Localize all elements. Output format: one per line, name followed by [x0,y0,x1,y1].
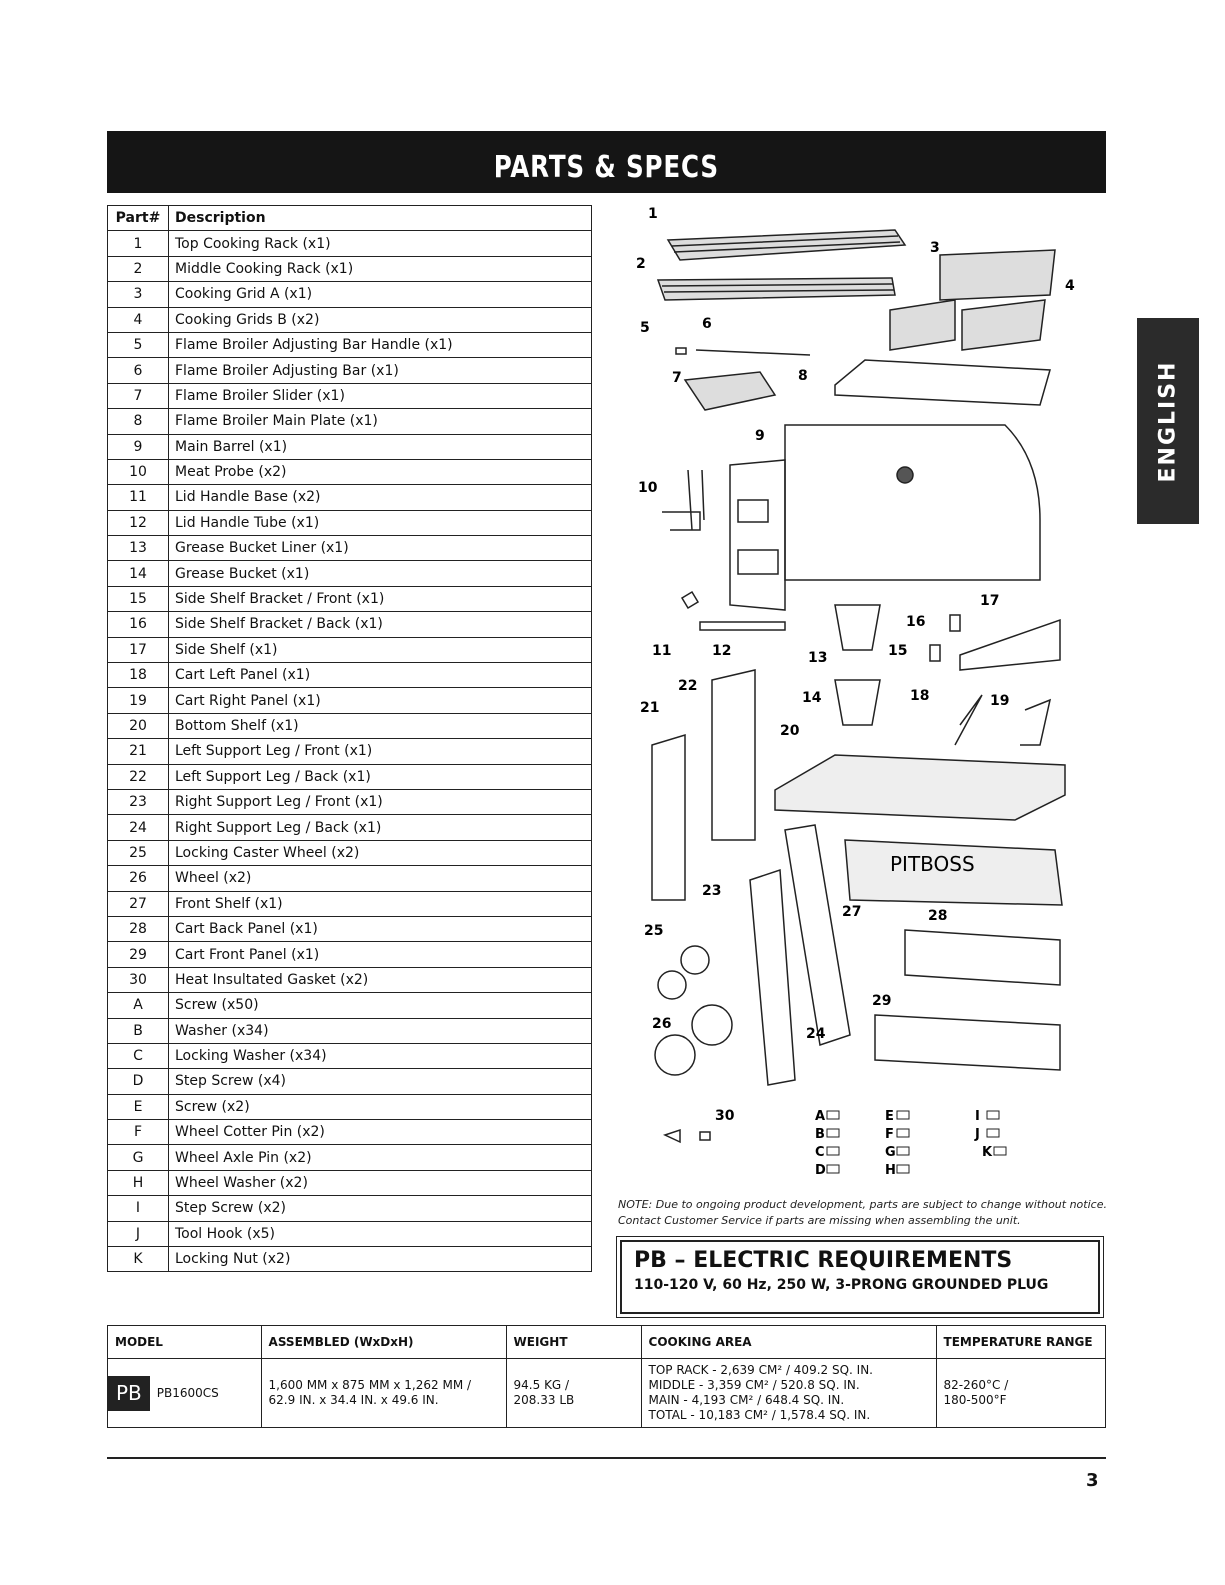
hardware-legend [815,1109,1006,1178]
part-number: 30 [108,967,169,992]
cooking-grids-b-drawing [890,300,1045,350]
parts-row [108,713,592,738]
part-description: Side Shelf Bracket / Front (x1) [169,586,592,611]
part-number: 20 [108,713,169,738]
meat-probe-drawing [662,470,704,530]
parts-row [108,688,592,713]
part-number: 16 [108,612,169,637]
specs-header-assembled: ASSEMBLED (WxDxH) [261,1326,506,1359]
hardware-icon [827,1111,839,1119]
parts-row [108,409,592,434]
part-description: Main Barrel (x1) [169,434,592,459]
part-number: 4 [108,307,169,332]
parts-table-body [108,231,592,1272]
cart-back-panel-drawing [905,930,1060,985]
callout-label: 2 [636,256,646,272]
part-number: 19 [108,688,169,713]
hardware-icon [897,1147,909,1155]
part-description: Cooking Grids B (x2) [169,307,592,332]
part-number: 17 [108,637,169,662]
bottom-shelf-drawing [775,755,1065,820]
part-description: Lid Handle Base (x2) [169,485,592,510]
parts-row [108,307,592,332]
callout-label: 20 [780,723,800,739]
parts-row [108,1120,592,1145]
specs-header-weight: WEIGHT [506,1326,641,1359]
part-number: 15 [108,586,169,611]
part-number: 24 [108,815,169,840]
parts-row [108,764,592,789]
left-support-legs-drawing [652,670,755,900]
part-number: 11 [108,485,169,510]
lid-handle-drawing [682,592,785,630]
middle-cooking-rack-drawing [658,278,895,300]
part-description: Cart Front Panel (x1) [169,942,592,967]
part-description: Tool Hook (x5) [169,1221,592,1246]
part-description: Step Screw (x2) [169,1196,592,1221]
part-description: Wheel Axle Pin (x2) [169,1145,592,1170]
grease-bucket-drawing [835,605,880,725]
part-description: Cooking Grid A (x1) [169,282,592,307]
gasket-drawing [665,1130,710,1142]
part-number: K [108,1247,169,1272]
callout-label: 3 [930,240,940,256]
callout-label: 13 [808,650,828,666]
part-number: 9 [108,434,169,459]
parts-row [108,1094,592,1119]
cart-front-panel-drawing [875,1015,1060,1070]
part-description: Middle Cooking Rack (x1) [169,256,592,281]
area-total: TOTAL - 10,183 CM² / 1,578.4 SQ. IN. [648,1408,871,1422]
side-shelf-drawing [930,615,1060,670]
parts-row [108,967,592,992]
area-middle: MIDDLE - 3,359 CM² / 520.8 SQ. IN. [648,1378,860,1392]
hardware-letter: D [815,1163,826,1178]
model-badge: PB [108,1376,150,1411]
callout-label: 17 [980,593,1000,609]
part-description: Bottom Shelf (x1) [169,713,592,738]
temp-c: 82-260°C / [943,1378,1009,1392]
callout-label: 30 [715,1108,735,1124]
hardware-letter: J [975,1127,980,1142]
parts-row [108,916,592,941]
page-number: 3 [1086,1470,1099,1491]
parts-table [107,205,592,1272]
callout-label: 15 [888,643,908,659]
page-title-banner [107,131,1106,193]
parts-row [108,637,592,662]
wheels-drawing [655,946,732,1075]
part-description: Right Support Leg / Front (x1) [169,789,592,814]
part-number: 13 [108,536,169,561]
part-number: 10 [108,459,169,484]
parts-row [108,1018,592,1043]
hardware-icon [994,1147,1006,1155]
part-number: 29 [108,942,169,967]
part-description: Screw (x2) [169,1094,592,1119]
model-cell: PB1600CS [150,1359,261,1428]
hardware-icon [897,1129,909,1137]
hardware-letter: E [885,1109,894,1124]
temp-f: 180-500°F [943,1393,1007,1407]
callout-label: 18 [910,688,930,704]
parts-row [108,561,592,586]
specs-header-row [108,1326,1106,1359]
callout-label: 29 [872,993,892,1009]
top-cooking-rack-drawing [668,230,905,260]
callout-label: 12 [712,643,732,659]
parts-row [108,383,592,408]
part-number: 6 [108,358,169,383]
parts-row [108,663,592,688]
temperature-cell [936,1359,1105,1428]
part-description: Left Support Leg / Front (x1) [169,739,592,764]
specs-header-temperature: TEMPERATURE RANGE [936,1326,1105,1359]
callout-label: 1 [648,206,658,222]
parts-row [108,485,592,510]
callout-label: 27 [842,904,862,920]
model-badge-cell [108,1359,150,1428]
parts-row [108,434,592,459]
brand-logo-text: PITBOSS [890,852,975,876]
broiler-handle-drawing [676,348,810,355]
page-title: PARTS & SPECS [493,150,720,185]
weight-lb: 208.33 LB [513,1393,575,1407]
hardware-letter: I [975,1109,980,1124]
parts-row [108,1221,592,1246]
part-number: 27 [108,891,169,916]
part-description: Cart Back Panel (x1) [169,916,592,941]
specs-row [108,1359,1106,1428]
part-number: 26 [108,866,169,891]
parts-row [108,282,592,307]
callout-label: 7 [672,370,682,386]
part-number: 5 [108,332,169,357]
part-description: Flame Broiler Adjusting Bar (x1) [169,358,592,383]
callout-label: 8 [798,368,808,384]
part-description: Grease Bucket (x1) [169,561,592,586]
part-number-header: Part# [108,206,169,231]
part-description: Flame Broiler Adjusting Bar Handle (x1) [169,332,592,357]
callout-label: 5 [640,320,650,336]
part-number: 28 [108,916,169,941]
part-description: Wheel (x2) [169,866,592,891]
electric-requirements-title: PB – ELECTRIC REQUIREMENTS [634,1248,1013,1273]
hardware-letter: H [885,1163,896,1178]
part-description: Lid Handle Tube (x1) [169,510,592,535]
part-number: 7 [108,383,169,408]
part-number: G [108,1145,169,1170]
part-description: Screw (x50) [169,993,592,1018]
parts-row [108,891,592,916]
cooking-area-cell [641,1359,936,1428]
part-description: Meat Probe (x2) [169,459,592,484]
language-tab [1137,318,1199,524]
part-description: Washer (x34) [169,1018,592,1043]
parts-row [108,1247,592,1272]
part-description: Side Shelf (x1) [169,637,592,662]
part-description: Heat Insultated Gasket (x2) [169,967,592,992]
callout-label: 25 [644,923,664,939]
part-number: 21 [108,739,169,764]
assembled-cell [261,1359,506,1428]
parts-row [108,739,592,764]
part-number: I [108,1196,169,1221]
parts-row [108,256,592,281]
part-number: H [108,1170,169,1195]
weight-cell [506,1359,641,1428]
part-number: 22 [108,764,169,789]
callout-label: 28 [928,908,948,924]
hardware-letter: C [815,1145,825,1160]
description-header: Description [169,206,592,231]
part-description: Cart Left Panel (x1) [169,663,592,688]
callout-label: 23 [702,883,722,899]
main-barrel-drawing [730,425,1040,610]
part-number: E [108,1094,169,1119]
hardware-icon [897,1165,909,1173]
parts-row [108,815,592,840]
part-description: Flame Broiler Main Plate (x1) [169,409,592,434]
part-description: Locking Nut (x2) [169,1247,592,1272]
part-description: Grease Bucket Liner (x1) [169,536,592,561]
callout-label: 26 [652,1016,672,1032]
callout-label: 16 [906,614,926,630]
parts-row [108,586,592,611]
cooking-grid-a-drawing [940,250,1055,300]
callout-label: 21 [640,700,660,716]
part-description: Cart Right Panel (x1) [169,688,592,713]
parts-row [108,358,592,383]
part-number: F [108,1120,169,1145]
electric-requirements-box [620,1240,1100,1314]
hardware-letter: G [885,1145,896,1160]
bottom-rule [107,1457,1106,1459]
callout-label: 24 [806,1026,826,1042]
parts-row [108,993,592,1018]
callout-label: 22 [678,678,698,694]
part-number: A [108,993,169,1018]
parts-row [108,1043,592,1068]
part-number: 1 [108,231,169,256]
hardware-icon [897,1111,909,1119]
part-number: 18 [108,663,169,688]
parts-row [108,1170,592,1195]
hardware-icon [827,1165,839,1173]
specs-header-cooking-area: COOKING AREA [641,1326,936,1359]
callout-label: 10 [638,480,658,496]
parts-row [108,332,592,357]
hardware-icon [987,1129,999,1137]
parts-row [108,459,592,484]
part-description: Locking Caster Wheel (x2) [169,840,592,865]
part-description: Right Support Leg / Back (x1) [169,815,592,840]
assembled-mm: 1,600 MM x 875 MM x 1,262 MM / [268,1378,472,1392]
part-description: Wheel Cotter Pin (x2) [169,1120,592,1145]
parts-row [108,1196,592,1221]
hardware-icon [987,1111,999,1119]
part-description: Flame Broiler Slider (x1) [169,383,592,408]
specs-table [107,1325,1106,1428]
parts-row [108,510,592,535]
hardware-letter: F [885,1127,894,1142]
part-description: Side Shelf Bracket / Back (x1) [169,612,592,637]
right-support-legs-drawing [750,825,850,1085]
hardware-letter: A [815,1109,826,1124]
hardware-letter: B [815,1127,825,1142]
part-number: 23 [108,789,169,814]
parts-row [108,231,592,256]
part-description: Left Support Leg / Back (x1) [169,764,592,789]
hardware-icon [827,1147,839,1155]
part-number: J [108,1221,169,1246]
parts-row [108,1145,592,1170]
part-number: C [108,1043,169,1068]
electric-requirements-spec: 110-120 V, 60 Hz, 250 W, 3-PRONG GROUNDED PLUG [634,1277,1049,1293]
callout-label: 9 [755,428,765,444]
part-number: 8 [108,409,169,434]
language-tab-label: ENGLISH [1155,360,1181,482]
parts-row [108,866,592,891]
part-number: 14 [108,561,169,586]
hardware-letter: K [982,1145,993,1160]
callout-label: 6 [702,316,712,332]
parts-row [108,789,592,814]
part-description: Wheel Washer (x2) [169,1170,592,1195]
part-number: 12 [108,510,169,535]
area-main: MAIN - 4,193 CM² / 648.4 SQ. IN. [648,1393,845,1407]
note-text: NOTE: Due to ongoing product development, parts are subject to change without notice. Contact Customer Service if parts are missing when assembling the unit. [618,1198,1107,1227]
part-description: Top Cooking Rack (x1) [169,231,592,256]
parts-row [108,536,592,561]
callout-label: 19 [990,693,1010,709]
area-top: TOP RACK - 2,639 CM² / 409.2 SQ. IN. [648,1363,873,1377]
part-number: B [108,1018,169,1043]
hardware-icon [827,1129,839,1137]
broiler-slider-drawing [685,372,775,410]
parts-table-header [108,206,592,231]
part-number: D [108,1069,169,1094]
part-number: 2 [108,256,169,281]
callout-label: 11 [652,643,672,659]
parts-row [108,840,592,865]
specs-header-model: MODEL [108,1326,262,1359]
part-description: Locking Washer (x34) [169,1043,592,1068]
callout-label: 4 [1065,278,1075,294]
parts-row [108,612,592,637]
parts-row [108,942,592,967]
callout-label: 14 [802,690,822,706]
weight-kg: 94.5 KG / [513,1378,570,1392]
parts-row [108,1069,592,1094]
part-number: 25 [108,840,169,865]
part-number: 3 [108,282,169,307]
assembled-in: 62.9 IN. x 34.4 IN. x 49.6 IN. [268,1393,439,1407]
broiler-main-plate-drawing [835,360,1050,405]
part-description: Step Screw (x4) [169,1069,592,1094]
exploded-parts-diagram [610,200,1110,1178]
part-description: Front Shelf (x1) [169,891,592,916]
